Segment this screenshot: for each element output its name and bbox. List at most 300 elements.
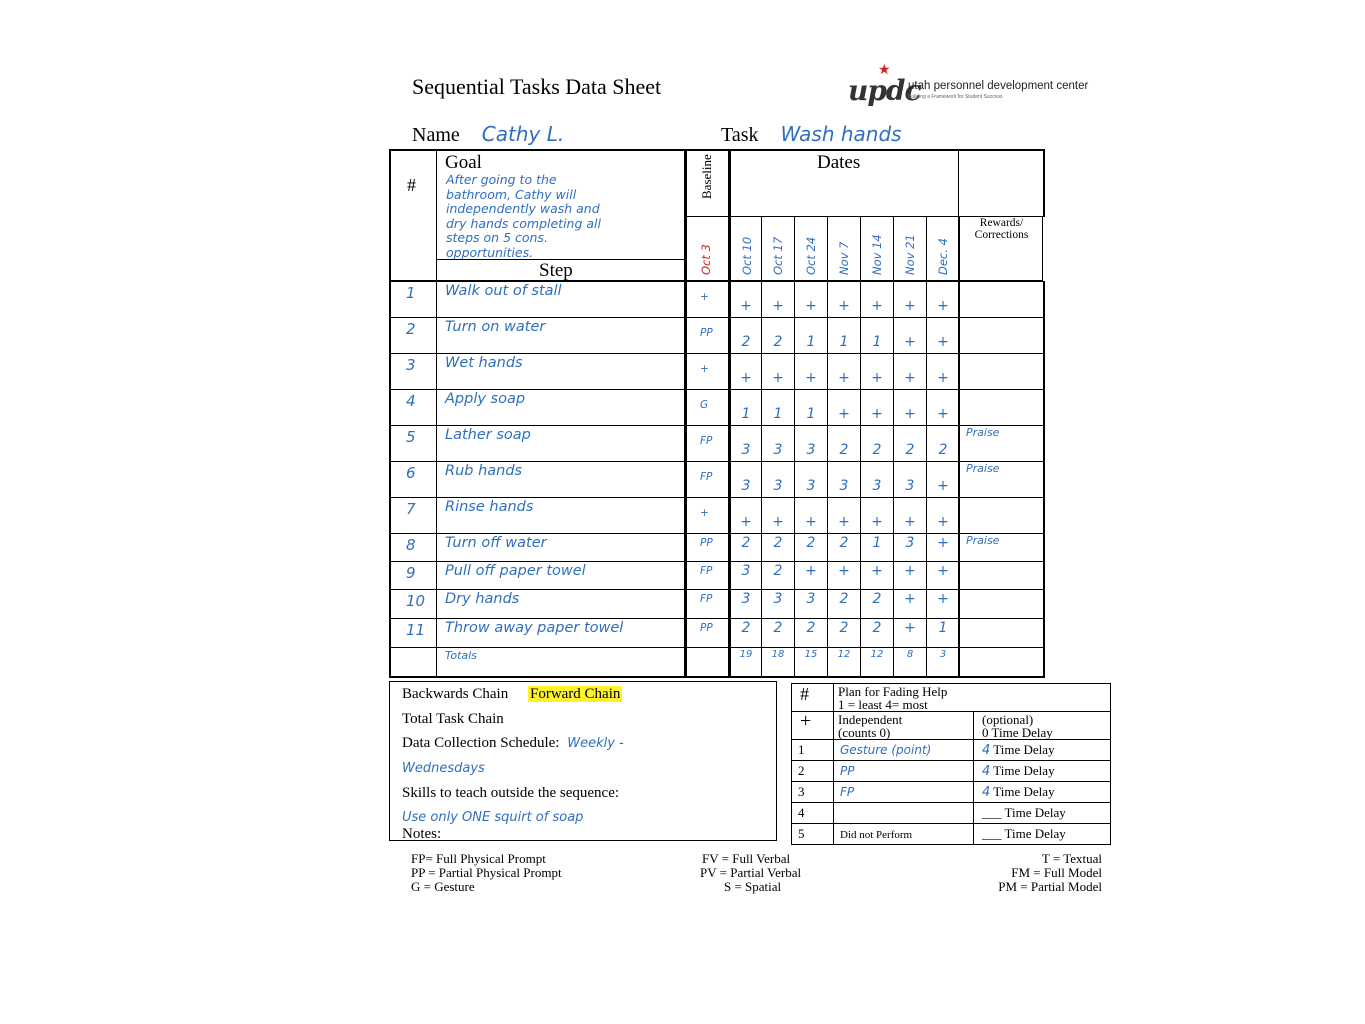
step-name-cell-text: Throw away paper towel <box>445 620 624 636</box>
step-name-cell[interactable] <box>436 389 685 426</box>
baseline-cell[interactable] <box>684 561 729 590</box>
data-cell-text: + <box>871 370 883 386</box>
data-cell[interactable] <box>893 533 927 562</box>
star-icon: ★ <box>878 63 891 78</box>
data-cell[interactable] <box>794 353 828 390</box>
baseline-date-cell <box>684 216 729 281</box>
data-cell[interactable] <box>827 281 861 318</box>
data-cell-text: + <box>772 298 784 314</box>
step-name-cell[interactable] <box>436 353 685 390</box>
data-cell[interactable] <box>761 317 795 354</box>
data-cell-text: + <box>937 478 949 494</box>
step-num-cell-text: 11 <box>406 621 426 639</box>
data-cell-text: 2 <box>872 620 882 636</box>
data-cell-text: + <box>838 514 850 530</box>
reward-cell[interactable] <box>958 561 1045 590</box>
fading-delay-cell[interactable] <box>973 802 1111 824</box>
data-cell[interactable] <box>761 533 795 562</box>
date-header-cell <box>860 216 894 281</box>
data-cell-text: + <box>904 591 916 607</box>
data-cell-text: + <box>904 406 916 422</box>
baseline-cell[interactable] <box>684 425 729 462</box>
data-cell-text: 3 <box>741 478 751 494</box>
total-cell <box>893 647 927 678</box>
data-cell[interactable] <box>827 589 861 619</box>
goal-line: steps on 5 cons. <box>446 230 548 245</box>
data-cell-text: + <box>838 406 850 422</box>
data-cell[interactable] <box>926 561 960 590</box>
backwards-chain-option[interactable]: Backwards Chain <box>402 686 509 702</box>
data-cell-text: 1 <box>806 334 816 350</box>
data-cell-text: 2 <box>872 442 882 458</box>
total-cell-text: 12 <box>837 649 851 660</box>
data-cell[interactable] <box>860 281 894 318</box>
step-name-cell[interactable] <box>436 589 685 619</box>
data-cell[interactable] <box>761 425 795 462</box>
fading-delay-cell[interactable] <box>973 823 1111 845</box>
baseline-cell[interactable] <box>684 353 729 390</box>
step-name-cell[interactable] <box>436 281 685 318</box>
fading-prompt-cell[interactable] <box>833 802 974 824</box>
data-cell[interactable] <box>794 589 828 619</box>
step-name-cell[interactable] <box>436 317 685 354</box>
hash-header <box>389 149 437 281</box>
fading-num-cell <box>791 739 834 761</box>
data-cell[interactable] <box>893 618 927 648</box>
rewards-label-line: Rewards/ <box>979 217 1024 229</box>
fading-plan-header <box>833 683 1111 712</box>
data-cell[interactable] <box>794 317 828 354</box>
data-cell[interactable] <box>827 497 861 534</box>
data-cell[interactable] <box>728 589 762 619</box>
total-cell-text: 12 <box>870 649 884 660</box>
data-cell[interactable] <box>827 561 861 590</box>
data-cell[interactable] <box>728 281 762 318</box>
data-cell[interactable] <box>827 618 861 648</box>
fading-delay-num: 4 <box>982 743 991 758</box>
data-cell-text: 1 <box>872 535 882 551</box>
baseline-cell-text: PP <box>700 622 713 634</box>
data-cell[interactable] <box>728 461 762 498</box>
step-num-cell-text: 2 <box>406 320 416 338</box>
data-cell-text: + <box>805 563 817 579</box>
data-cell-text: + <box>904 563 916 579</box>
data-cell[interactable] <box>893 561 927 590</box>
data-cell-text: + <box>838 370 850 386</box>
independent-line: Independent <box>838 712 903 727</box>
data-cell[interactable] <box>761 618 795 648</box>
data-cell-text: + <box>904 334 916 350</box>
goal-text[interactable] <box>446 173 601 260</box>
data-cell[interactable] <box>926 589 960 619</box>
independent-line: (counts 0) <box>838 725 891 740</box>
data-cell[interactable] <box>860 497 894 534</box>
data-cell[interactable] <box>860 389 894 426</box>
fading-delay-text: Time Delay <box>993 763 1055 778</box>
data-cell[interactable] <box>893 281 927 318</box>
step-name-cell-text: Turn off water <box>445 535 547 551</box>
data-cell-text: + <box>871 298 883 314</box>
baseline-cell-text: FP <box>700 565 713 577</box>
data-cell[interactable] <box>860 317 894 354</box>
date-label: Dec. 4 <box>936 238 950 275</box>
data-cell[interactable] <box>893 353 927 390</box>
logo-tagline: Building a Framework for Student Success <box>908 94 1003 100</box>
baseline-cell[interactable] <box>684 533 729 562</box>
data-cell-text: 2 <box>839 535 849 551</box>
data-cell[interactable] <box>794 389 828 426</box>
data-cell[interactable] <box>728 533 762 562</box>
baseline-cell[interactable] <box>684 317 729 354</box>
fading-hash: # <box>791 683 834 712</box>
step-name-cell[interactable] <box>436 533 685 562</box>
data-cell[interactable] <box>926 533 960 562</box>
baseline-cell-text: PP <box>700 537 713 549</box>
fading-delay-cell[interactable] <box>973 739 1111 761</box>
total-cell-text: 15 <box>804 649 818 660</box>
data-cell[interactable] <box>761 589 795 619</box>
chain-info-box <box>389 681 777 841</box>
rewards-header <box>958 216 1043 281</box>
baseline-cell-text: FP <box>700 471 713 483</box>
reward-cell[interactable] <box>958 317 1045 354</box>
legend-item: T = Textual <box>1041 851 1102 866</box>
data-cell-text: + <box>904 370 916 386</box>
data-cell[interactable] <box>926 497 960 534</box>
fading-num: 2 <box>798 763 805 778</box>
data-cell[interactable] <box>893 589 927 619</box>
data-cell[interactable] <box>893 461 927 498</box>
legend-item: PV = Partial Verbal <box>700 865 802 880</box>
data-cell[interactable] <box>827 461 861 498</box>
legend-item: FV = Full Verbal <box>702 851 791 866</box>
data-cell-text: 1 <box>806 406 816 422</box>
fading-plan-title: Plan for Fading Help <box>838 684 948 699</box>
schedule-value-cont[interactable]: Wednesdays <box>402 761 485 776</box>
data-cell-text: 2 <box>773 334 783 350</box>
data-cell-text: 2 <box>773 535 783 551</box>
step-num-cell-text: 9 <box>406 564 416 582</box>
legend-col-3 <box>960 852 1102 894</box>
data-cell-text: 2 <box>938 442 948 458</box>
chain-type-line <box>402 686 622 703</box>
data-cell-text: + <box>937 406 949 422</box>
baseline-label: Baseline <box>699 154 714 199</box>
fading-num-cell <box>791 802 834 824</box>
data-cell[interactable] <box>761 561 795 590</box>
baseline-cell-text: G <box>700 399 709 411</box>
fading-delay-num: ___ <box>982 805 1002 820</box>
fading-num-cell <box>791 760 834 782</box>
baseline-cell-text: PP <box>700 327 713 339</box>
step-name-cell[interactable] <box>436 561 685 590</box>
skills-value[interactable]: Use only ONE squirt of soap <box>402 810 584 825</box>
data-cell-text: 3 <box>839 478 849 494</box>
data-cell[interactable] <box>860 618 894 648</box>
goal-line: independently wash and <box>446 201 600 216</box>
data-cell-text: + <box>904 298 916 314</box>
step-name-cell-text: Rub hands <box>445 463 523 479</box>
step-name-cell-text: Turn on water <box>445 319 546 335</box>
data-cell-text: 3 <box>741 591 751 607</box>
notes-label: Notes: <box>402 826 442 841</box>
name-value[interactable]: Cathy L. <box>481 122 565 146</box>
data-cell-text: + <box>740 514 752 530</box>
schedule-value[interactable]: Weekly - <box>567 736 624 751</box>
data-cell-text: + <box>740 370 752 386</box>
data-cell[interactable] <box>794 561 828 590</box>
data-cell-text: 1 <box>741 406 751 422</box>
fading-num-cell <box>791 823 834 845</box>
data-cell[interactable] <box>926 317 960 354</box>
data-cell[interactable] <box>794 618 828 648</box>
data-cell-text: 3 <box>741 563 751 579</box>
total-task-chain-option[interactable]: Total Task Chain <box>402 711 504 727</box>
fading-delay-text: Time Delay <box>993 784 1055 799</box>
step-num-cell <box>389 461 437 498</box>
reward-cell-text: Praise <box>966 534 1000 547</box>
data-cell[interactable] <box>860 561 894 590</box>
data-cell[interactable] <box>926 389 960 426</box>
data-cell[interactable] <box>728 561 762 590</box>
fading-prompt: Did not Perform <box>840 829 913 841</box>
total-cell <box>926 647 960 678</box>
step-num-cell <box>389 618 437 648</box>
data-cell-text: 3 <box>806 442 816 458</box>
data-cell[interactable] <box>794 425 828 462</box>
data-cell[interactable] <box>827 425 861 462</box>
total-cell <box>794 647 828 678</box>
total-cell-text: 3 <box>939 649 947 660</box>
date-header-cell <box>893 216 927 281</box>
data-cell-text: 2 <box>806 535 816 551</box>
data-cell-text: + <box>740 298 752 314</box>
data-cell[interactable] <box>860 461 894 498</box>
data-cell[interactable] <box>893 317 927 354</box>
goal-label: Goal <box>445 152 482 173</box>
task-value[interactable]: Wash hands <box>780 122 902 146</box>
optional-line: 0 Time Delay <box>982 725 1053 740</box>
task-field <box>721 122 902 147</box>
data-cell-text: 2 <box>773 620 783 636</box>
data-cell[interactable] <box>926 618 960 648</box>
data-cell[interactable] <box>761 461 795 498</box>
data-cell[interactable] <box>761 281 795 318</box>
data-cell[interactable] <box>926 353 960 390</box>
fading-delay-cell[interactable] <box>973 781 1111 803</box>
data-cell[interactable] <box>728 497 762 534</box>
schedule-label: Data Collection Schedule: <box>402 735 560 751</box>
total-cell-text: 18 <box>771 649 785 660</box>
date-label: Nov 14 <box>870 234 884 275</box>
fading-delay-num: ___ <box>982 826 1002 841</box>
step-name-cell-text: Walk out of stall <box>445 283 562 299</box>
fading-prompt-cell[interactable] <box>833 781 974 803</box>
totals-num-cell <box>389 647 437 678</box>
data-cell-text: 2 <box>905 442 915 458</box>
step-name-cell[interactable] <box>436 618 685 648</box>
reward-cell-text: Praise <box>966 462 1000 475</box>
reward-cell[interactable] <box>958 533 1045 562</box>
data-cell-text: + <box>772 514 784 530</box>
data-cell-text: 3 <box>773 478 783 494</box>
optional-line: (optional) <box>982 712 1034 727</box>
data-cell-text: 3 <box>773 442 783 458</box>
dates-label: Dates <box>817 152 861 173</box>
baseline-cell[interactable] <box>684 497 729 534</box>
fading-num: 3 <box>798 784 805 799</box>
data-cell[interactable] <box>794 533 828 562</box>
data-cell-text: 2 <box>839 620 849 636</box>
data-cell[interactable] <box>827 533 861 562</box>
baseline-cell[interactable] <box>684 618 729 648</box>
step-num-cell-text: 10 <box>406 592 426 610</box>
reward-cell[interactable] <box>958 425 1045 462</box>
step-label: Step <box>539 260 573 281</box>
data-cell[interactable] <box>827 389 861 426</box>
total-cell <box>827 647 861 678</box>
date-header-cell <box>794 216 828 281</box>
sheet-title: Sequential Tasks Data Sheet <box>412 74 662 99</box>
data-cell[interactable] <box>860 353 894 390</box>
step-num-cell <box>389 533 437 562</box>
reward-cell[interactable] <box>958 461 1045 498</box>
total-cell <box>728 647 762 678</box>
data-cell[interactable] <box>728 317 762 354</box>
baseline-header <box>684 149 729 217</box>
step-name-cell-text: Lather soap <box>445 427 531 443</box>
data-cell[interactable] <box>926 281 960 318</box>
data-cell-text: + <box>838 563 850 579</box>
legend-item: FM = Full Model <box>1011 865 1102 880</box>
name-field <box>412 122 564 147</box>
data-cell-text: 1 <box>938 620 948 636</box>
baseline-cell[interactable] <box>684 589 729 619</box>
goal-line: bathroom, Cathy will <box>446 186 577 202</box>
data-cell[interactable] <box>860 425 894 462</box>
legend-col-1 <box>411 852 562 894</box>
fading-num: 1 <box>798 742 805 757</box>
fading-prompt: FP <box>840 785 855 799</box>
data-cell[interactable] <box>728 425 762 462</box>
data-cell-text: 3 <box>773 591 783 607</box>
data-cell[interactable] <box>794 281 828 318</box>
data-cell[interactable] <box>728 618 762 648</box>
fading-help-table <box>791 683 1111 845</box>
data-cell-text: + <box>937 298 949 314</box>
data-cell[interactable] <box>926 461 960 498</box>
goal-line: dry hands completing all <box>446 215 601 231</box>
step-num-cell-text: 6 <box>406 464 416 482</box>
reward-cell[interactable] <box>958 281 1045 318</box>
data-cell-text: 1 <box>773 406 783 422</box>
data-cell[interactable] <box>893 389 927 426</box>
dates-header <box>728 149 959 217</box>
step-name-cell[interactable] <box>436 461 685 498</box>
date-header-cell <box>728 216 762 281</box>
data-cell-text: + <box>805 298 817 314</box>
legend-item: S = Spatial <box>724 879 782 894</box>
data-cell-text: + <box>937 535 949 551</box>
data-cell[interactable] <box>728 353 762 390</box>
forward-chain-option[interactable]: Forward Chain <box>529 686 621 702</box>
fading-num-cell <box>791 781 834 803</box>
data-cell[interactable] <box>893 497 927 534</box>
data-cell-text: 2 <box>839 442 849 458</box>
data-cell[interactable] <box>761 497 795 534</box>
reward-cell[interactable] <box>958 497 1045 534</box>
data-cell[interactable] <box>893 425 927 462</box>
reward-cell[interactable] <box>958 353 1045 390</box>
step-num-cell <box>389 389 437 426</box>
fading-optional <box>973 711 1111 740</box>
data-cell[interactable] <box>860 533 894 562</box>
data-cell[interactable] <box>794 497 828 534</box>
date-header-cell <box>761 216 795 281</box>
fading-plan-scale: 1 = least 4= most <box>838 697 928 712</box>
data-cell[interactable] <box>926 425 960 462</box>
data-cell-text: + <box>871 563 883 579</box>
data-cell[interactable] <box>728 389 762 426</box>
goal-line: opportunities. <box>446 244 534 260</box>
totals-label-cell-text: Totals <box>445 649 477 662</box>
total-cell <box>860 647 894 678</box>
total-cell <box>761 647 795 678</box>
data-cell-text: 2 <box>741 334 751 350</box>
totals-baseline-cell <box>684 647 729 678</box>
data-cell[interactable] <box>761 353 795 390</box>
data-cell-text: 1 <box>872 334 882 350</box>
step-num-cell-text: 7 <box>406 500 416 518</box>
fading-prompt-cell[interactable] <box>833 739 974 761</box>
step-name-cell[interactable] <box>436 497 685 534</box>
date-label: Oct 24 <box>804 236 818 275</box>
fading-prompt-cell[interactable] <box>833 760 974 782</box>
data-cell-text: + <box>772 370 784 386</box>
baseline-cell[interactable] <box>684 281 729 318</box>
totals-reward-cell <box>958 647 1045 678</box>
data-cell[interactable] <box>860 589 894 619</box>
step-num-cell-text: 4 <box>406 392 416 410</box>
data-cell[interactable] <box>827 317 861 354</box>
legend-item: FP= Full Physical Prompt <box>411 851 546 866</box>
data-cell-text: + <box>937 370 949 386</box>
step-num-cell <box>389 317 437 354</box>
baseline-cell[interactable] <box>684 461 729 498</box>
data-cell-text: + <box>871 514 883 530</box>
data-cell-text: + <box>904 620 916 636</box>
baseline-cell[interactable] <box>684 389 729 426</box>
reward-cell[interactable] <box>958 618 1045 648</box>
fading-prompt: PP <box>840 764 855 778</box>
step-name-cell[interactable] <box>436 425 685 462</box>
legend-item: PM = Partial Model <box>998 879 1102 894</box>
data-cell[interactable] <box>761 389 795 426</box>
reward-cell[interactable] <box>958 589 1045 619</box>
baseline-cell-text: FP <box>700 593 713 605</box>
data-cell[interactable] <box>794 461 828 498</box>
goal-cell <box>436 149 685 260</box>
data-cell[interactable] <box>827 353 861 390</box>
data-cell-text: + <box>937 563 949 579</box>
data-cell-text: 1 <box>839 334 849 350</box>
data-cell-text: 3 <box>905 535 915 551</box>
reward-cell[interactable] <box>958 389 1045 426</box>
fading-delay-cell[interactable] <box>973 760 1111 782</box>
fading-prompt-cell[interactable] <box>833 823 974 845</box>
step-name-cell-text: Rinse hands <box>445 499 534 515</box>
legend-item: G = Gesture <box>411 879 475 894</box>
